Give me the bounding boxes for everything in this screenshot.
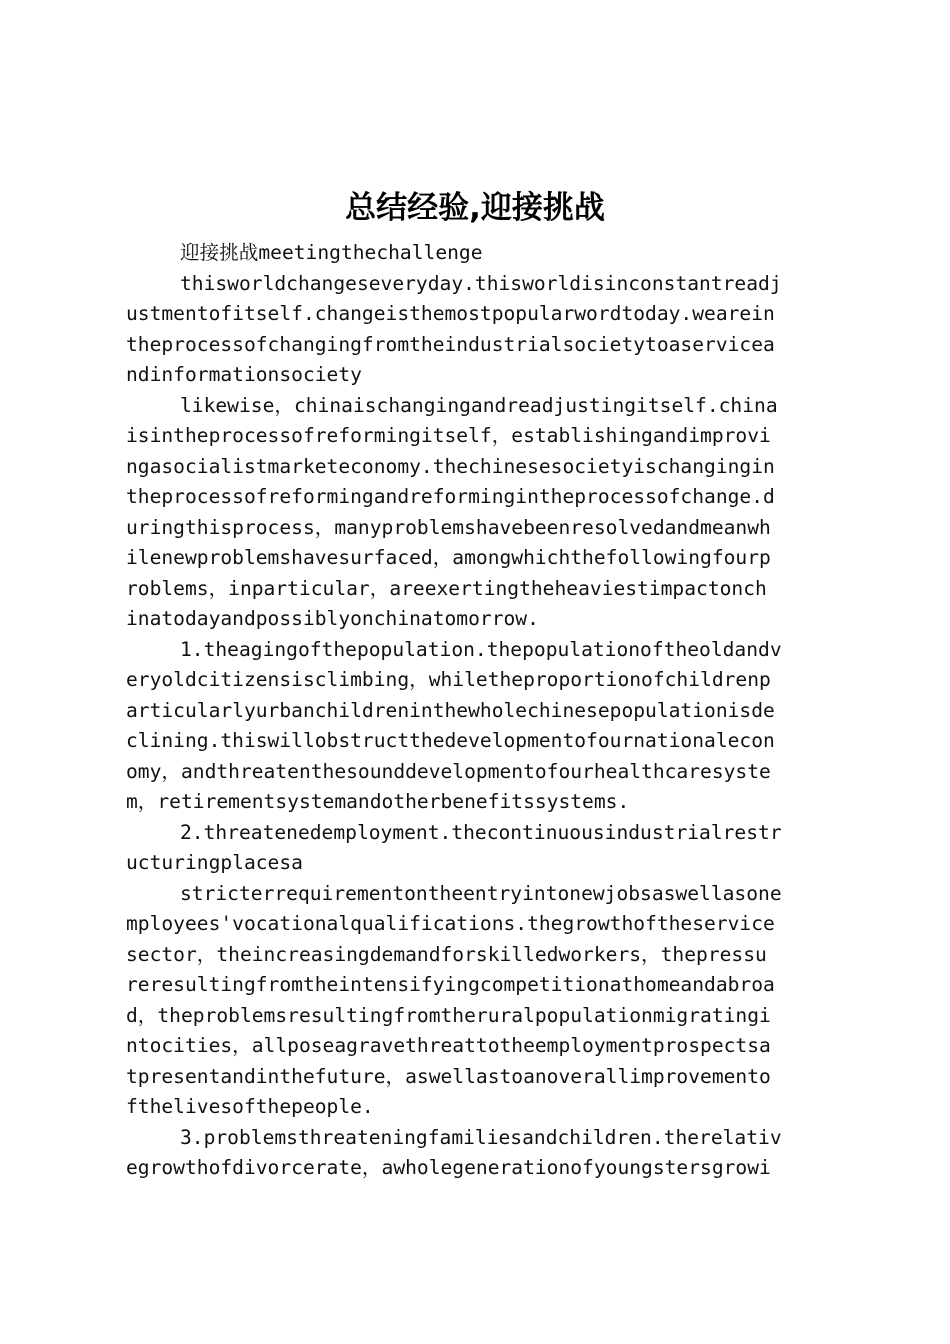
body-text-line: tpresentandinthefuture，aswellastoanoverallimprovemento (126, 1064, 771, 1088)
body-text-line: ngasocialistmarketeconomy.thechinesesocietyischangingin (126, 454, 775, 478)
body-text-line: clining.thiswillobstructthedevelopmentofournationalecon (126, 729, 775, 752)
body-text-line: roblems，inparticular，areexertingtheheaviestimpactonch (126, 576, 767, 600)
body-text-line: fthelivesofthepeople. (126, 1095, 374, 1118)
body-text-line: theprocessofreformingandreformingintheprocessofchange.d (126, 485, 775, 508)
document-body (126, 238, 834, 1184)
body-text-line: likewise，chinaischangingandreadjustingitself.china (180, 393, 778, 417)
body-text-line: ilenewproblemshavesurfaced，amongwhichthefollowingfourp (126, 546, 771, 569)
body-text-line: 3.problemsthreateningfamiliesandchildren.therelativ (180, 1125, 782, 1149)
body-text-line: ndinformationsociety (126, 363, 362, 386)
body-text-line: reresultingfromtheintensifyingcompetitionathomeandabroa (126, 973, 775, 996)
body-text-line: d，theproblemsresultingfromtheruralpopulationmigratingi (126, 1003, 771, 1027)
body-text-line: inatodayandpossiblyonchinatomorrow. (126, 607, 539, 630)
body-text-line: ucturingplacesa (126, 851, 303, 874)
body-text-line: 2.threatenedemployment.thecontinuousindustrialrestr (180, 820, 782, 844)
body-text-line: uringthisprocess，manyproblemshavebeenresolvedandmeanwh (126, 515, 771, 539)
document-title: 总结经验,迎接挑战 (345, 190, 605, 226)
body-text-line: eryoldcitizensisclimbing，whiletheproportionofchildrenp (126, 668, 771, 691)
body-text-line: stricterrequirementontheentryintonewjobsaswellasone (180, 881, 782, 905)
body-text-line: isintheprocessofreformingitself，establishingandimprovi (126, 424, 771, 447)
body-text-line: egrowthofdivorcerate，awholegenerationofyoungstersgrowi (126, 1156, 771, 1179)
body-text-line: 迎接挑战meetingthechallenge (180, 241, 483, 264)
body-text-line: thisworldchangeseveryday.thisworldisinconstantreadj (180, 271, 782, 295)
body-text-line: articularlyurbanchildreninthewholechinesepopulationisde (126, 698, 775, 722)
body-text-line: omy，andthreatenthesounddevelopmentofourhealthcaresyste (126, 759, 771, 783)
body-text-line: ustmentofitself.changeisthemostpopularwordtoday.wearein (126, 302, 775, 325)
body-text-line: theprocessofchangingfromtheindustrialsocietytoaservicea (126, 332, 775, 356)
body-text-line: ntocities，allposeagravethreattotheemploymentprospectsa (126, 1034, 771, 1057)
body-text-line: sector，theincreasingdemandforskilledworkers，thepressu (126, 942, 767, 966)
body-text-line: m，retirementsystemandotherbenefitssystems. (126, 790, 630, 813)
body-text-line: mployees'vocationalqualifications.thegrowthoftheservice (126, 912, 775, 935)
body-text-line: 1.theagingofthepopulation.thepopulationoftheoldandv (180, 637, 782, 661)
